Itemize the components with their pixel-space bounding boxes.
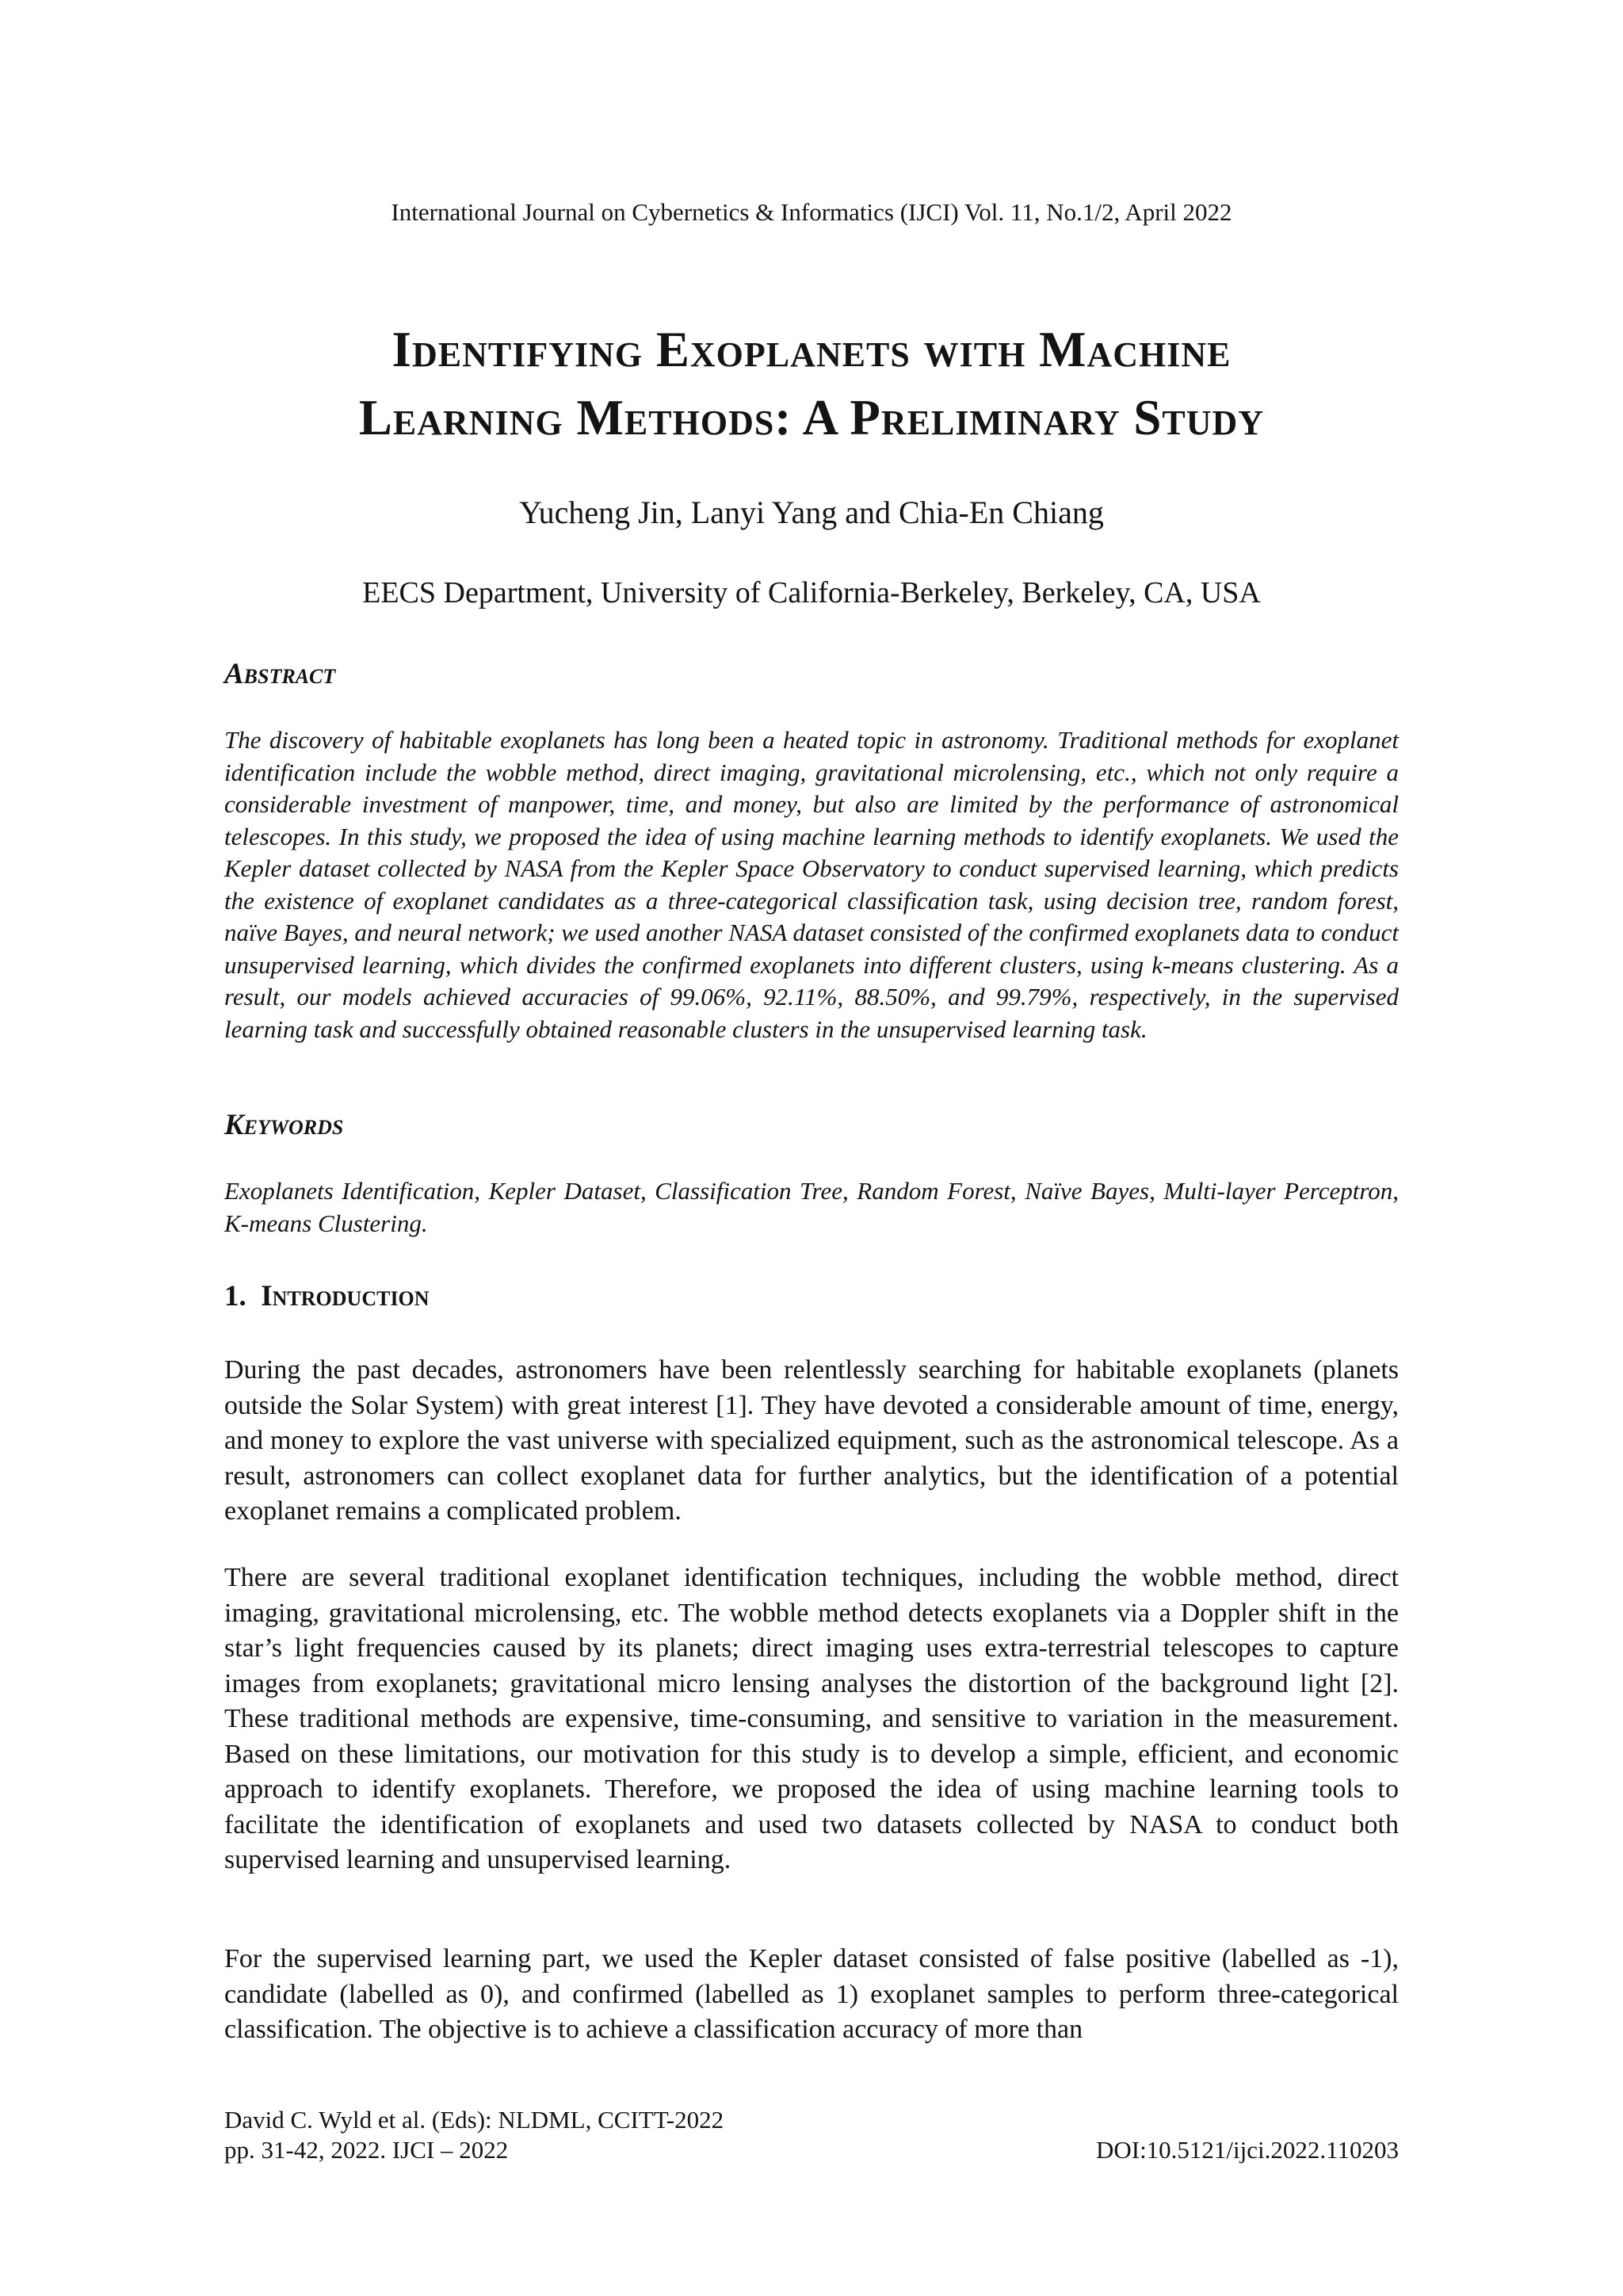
footer-left: [224, 2105, 724, 2165]
paper-title: [143, 315, 1480, 452]
running-header: International Journal on Cybernetics & Informatics (IJCI) Vol. 11, No.1/2, April 2022: [391, 198, 1232, 226]
intro-paragraph-1: During the past decades, astronomers have been relentlessly searching for habitable exoplanets (planets outside the Solar System) with great interest [1]. They have devoted a considerable amount of time, energy, and money to explore the vast universe with specialized equipment, such as the astronomical telescope. As a result, astronomers can collect exoplanet data for further analytics, but the identification of a potential exoplanet remains a complicated problem.: [224, 1355, 1399, 1526]
title-line-1: Identifying Exoplanets with Machine: [391, 322, 1232, 377]
footer-doi: DOI:10.5121/ijci.2022.110203: [1095, 2136, 1399, 2164]
title-line-2: Learning Methods: A Preliminary Study: [358, 390, 1265, 445]
keywords-heading: Keywords: [224, 1109, 344, 1141]
intro-paragraph-3: For the supervised learning part, we used the Kepler dataset consisted of false positive (labelled as -1), candidate (labelled as 0), and confirmed (labelled as 1) exoplanet samples to perform three-categorical classification. The objective is to achieve a classification accuracy of more than: [224, 1944, 1399, 2044]
footer-pages: pp. 31-42, 2022. IJCI – 2022: [224, 2136, 509, 2164]
footer-editors: David C. Wyld et al. (Eds): NLDML, CCITT-2022: [224, 2106, 724, 2134]
abstract-text: The discovery of habitable exoplanets has long been a heated topic in astronomy. Traditional methods for exoplanet identification include the wobble method, direct imaging, gravitational microlensing, etc., which not only require a considerable investment of manpower, time, and money, but also are limited by the performance of astronomical telescopes. In this study, we proposed the idea of using machine learning methods to identify exoplanets. We used the Kepler dataset collected by NASA from the Kepler Space Observatory to conduct supervised learning, which predicts the existence of exoplanet candidates as a three-categorical classification task, using decision tree, random forest, naïve Bayes, and neural network; we used another NASA dataset consisted of the confirmed exoplanets data to conduct unsupervised learning, which divides the confirmed exoplanets into different clusters, using k-means clustering. As a result, our models achieved accuracies of 99.06%, 92.11%, 88.50%, and 99.79%, respectively, in the supervised learning task and successfully obtained reasonable clusters in the unsupervised learning task.: [224, 726, 1399, 1043]
introduction-heading: 1. Introduction: [224, 1280, 430, 1312]
author-list: Yucheng Jin, Lanyi Yang and Chia-En Chiang: [519, 495, 1104, 530]
affiliation: EECS Department, University of California-Berkeley, Berkeley, CA, USA: [362, 576, 1261, 609]
intro-paragraph-2: There are several traditional exoplanet identification techniques, including the wobble method, direct imaging, gravitational microlensing, etc. The wobble method detects exoplanets via a Doppler shift in the star’s light frequencies caused by its planets; direct imaging uses extra-terrestrial telescopes to capture images from exoplanets; gravitational micro lensing analyses the distortion of the background light [2]. These traditional methods are expensive, time-consuming, and sensitive to variation in the measurement. Based on these limitations, our motivation for this study is to develop a simple, efficient, and economic approach to identify exoplanets. Therefore, we proposed the idea of using machine learning tools to facilitate the identification of exoplanets and used two datasets collected by NASA to conduct both supervised learning and unsupervised learning.: [224, 1563, 1399, 1874]
keywords-text: Exoplanets Identification, Kepler Dataset, Classification Tree, Random Forest, Naïve Bayes, Multi-layer Perceptron, K-means Clustering.: [224, 1177, 1399, 1237]
abstract-heading: Abstract: [224, 658, 336, 690]
